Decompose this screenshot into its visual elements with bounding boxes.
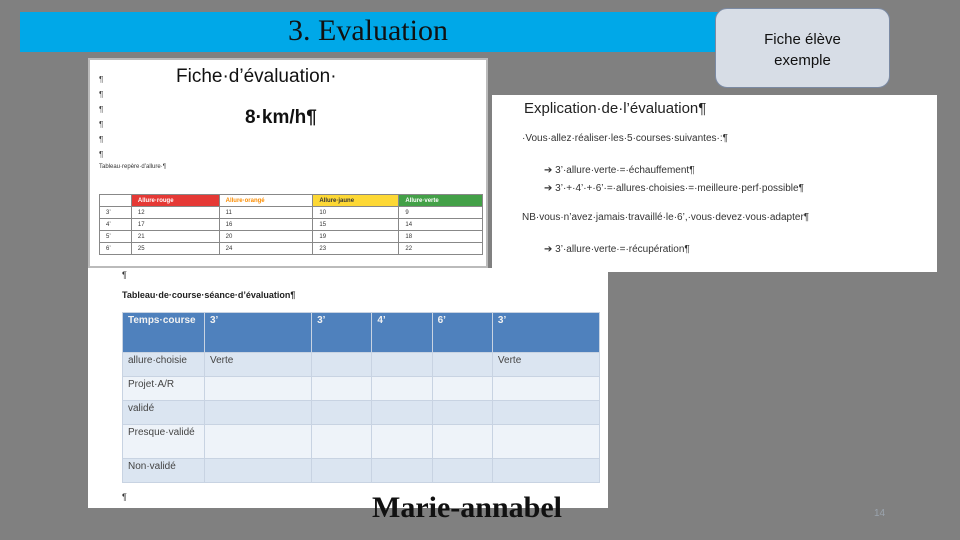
table-cell (372, 353, 432, 377)
course-table-title: Tableau·de·course·séance·d’évaluation¶ (122, 290, 296, 300)
table-cell (205, 459, 312, 483)
fiche-title: Fiche·d’évaluation· (176, 66, 337, 87)
callout-fiche-eleve (715, 8, 890, 88)
table-cell (372, 425, 432, 459)
table-cell (432, 459, 492, 483)
table-cell (372, 401, 432, 425)
table-cell (432, 353, 492, 377)
table-cell: 12 (131, 207, 219, 219)
table-cell (312, 377, 372, 401)
table-cell: 3’ (100, 207, 132, 219)
table-row (123, 377, 600, 401)
table-cell: 23 (313, 243, 399, 255)
table-cell (312, 459, 372, 483)
allure-header-verte: Allure·verte (399, 195, 483, 207)
table-cell: 17 (131, 219, 219, 231)
table-cell: 21 (131, 231, 219, 243)
course-pilcrow-bottom: ¶ (122, 492, 127, 502)
table-cell: 4’ (100, 219, 132, 231)
allure-header-rouge: Allure·rouge (131, 195, 219, 207)
explication-intro: ·Vous·allez·réaliser·les·5·courses·suivantes·:¶ (522, 133, 728, 144)
table-cell (205, 377, 312, 401)
fiche-pilcrows: ¶ ¶ ¶ ¶ ¶ ¶ (99, 75, 104, 159)
table-cell (205, 425, 312, 459)
table-cell: 5’ (100, 231, 132, 243)
allure-reference-table (99, 194, 483, 255)
allure-header-orange: Allure·orangé (219, 195, 313, 207)
table-row (123, 401, 600, 425)
table-row (100, 231, 483, 243)
explication-bullet-1: ➔ 3’·allure·verte·=·échauffement¶ (544, 165, 695, 176)
header-cell: Temps·course (123, 313, 205, 353)
table-cell (100, 195, 132, 207)
table-cell: 25 (131, 243, 219, 255)
row-label: validé (123, 401, 205, 425)
table-row (100, 207, 483, 219)
callout-line-1: Fiche élève (764, 31, 841, 48)
table-cell (432, 401, 492, 425)
table-row (123, 459, 600, 483)
table-cell (492, 401, 599, 425)
table-cell (312, 425, 372, 459)
fiche-evaluation-image (88, 58, 488, 268)
allure-header-jaune: Allure·jaune (313, 195, 399, 207)
table-cell (432, 377, 492, 401)
table-cell: 16 (219, 219, 313, 231)
table-cell: 18 (399, 231, 483, 243)
slide-number: 14 (874, 508, 886, 519)
table-cell (312, 353, 372, 377)
table-cell (205, 401, 312, 425)
table-cell: 6’ (100, 243, 132, 255)
table-cell (432, 425, 492, 459)
table-cell (492, 425, 599, 459)
table-cell: 9 (399, 207, 483, 219)
header-cell: 3’ (205, 313, 312, 353)
author-name: Marie-annabel (372, 491, 562, 524)
course-pilcrow: ¶ (122, 270, 127, 280)
table-cell: 24 (219, 243, 313, 255)
table-cell (312, 401, 372, 425)
table-cell: Verte (205, 353, 312, 377)
table-row (123, 353, 600, 377)
header-cell: 3’ (492, 313, 599, 353)
callout-line-2: exemple (774, 52, 831, 69)
table-cell: 11 (219, 207, 313, 219)
header-cell: 4’ (372, 313, 432, 353)
row-label: Non·validé (123, 459, 205, 483)
row-label: allure·choisie (123, 353, 205, 377)
table-cell (372, 459, 432, 483)
explication-bullet-2: ➔ 3’·+·4’·+·6’·=·allures·choisies·=·meilleure·perf·possible¶ (544, 183, 804, 194)
header-cell: 6’ (432, 313, 492, 353)
table-cell: 20 (219, 231, 313, 243)
explication-note: NB·vous·n’avez·jamais·travaillé·le·6’,·vous·devez·vous·adapter¶ (522, 212, 810, 223)
table-header-row (100, 195, 483, 207)
table-cell: 19 (313, 231, 399, 243)
header-cell: 3’ (312, 313, 372, 353)
table-cell: Verte (492, 353, 599, 377)
table-cell: 10 (313, 207, 399, 219)
table-cell: 14 (399, 219, 483, 231)
table-cell (492, 459, 599, 483)
table-cell: 15 (313, 219, 399, 231)
explication-title: Explication·de·l’évaluation¶ (524, 100, 707, 117)
explication-image (492, 95, 937, 272)
row-label: Presque·validé (123, 425, 205, 459)
table-row (123, 425, 600, 459)
table-header-row (123, 313, 600, 353)
slide-title: 3. Evaluation (288, 14, 448, 47)
table-row (100, 243, 483, 255)
table-cell (492, 377, 599, 401)
fiche-speed: 8·km/h¶ (245, 107, 317, 128)
row-label: Projet·A/R (123, 377, 205, 401)
table-cell (372, 377, 432, 401)
course-table-image (88, 268, 608, 508)
explication-bullet-3: ➔ 3’·allure·verte·=·récupération¶ (544, 244, 690, 255)
fiche-table-caption: Tableau·repère·d’allure·¶ (99, 164, 166, 170)
course-table (122, 312, 600, 483)
table-row (100, 219, 483, 231)
table-cell: 22 (399, 243, 483, 255)
